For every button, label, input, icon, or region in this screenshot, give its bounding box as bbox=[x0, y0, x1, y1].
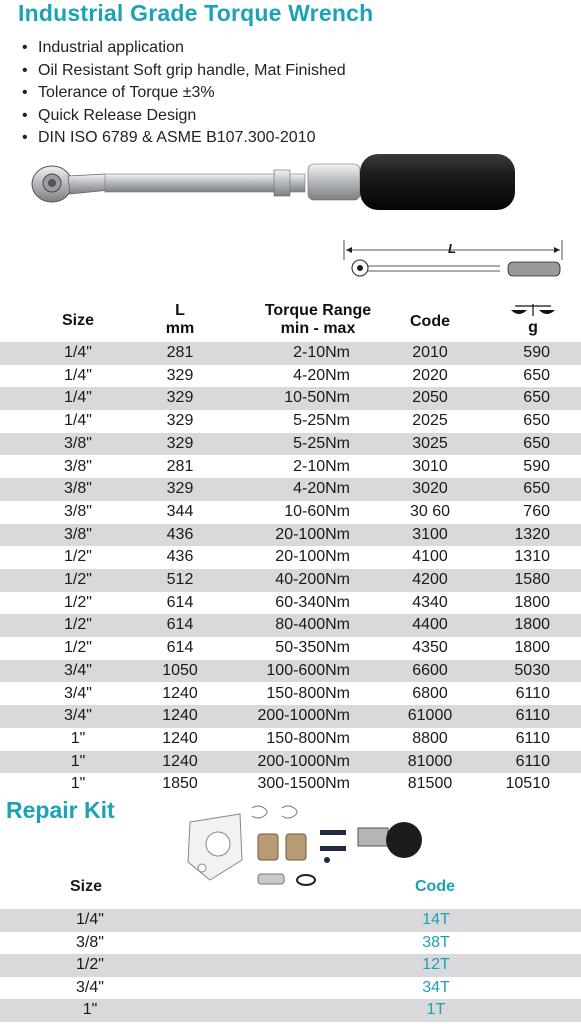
size-cell: 3/8" bbox=[64, 502, 92, 520]
code-cell: 3020 bbox=[412, 480, 448, 498]
kit-size-cell: 3/8" bbox=[76, 933, 104, 951]
range-cell: 5-25Nm bbox=[293, 412, 350, 430]
weight-cell: 6110 bbox=[515, 684, 550, 702]
table-row bbox=[0, 342, 581, 365]
size-cell: 3/4" bbox=[64, 707, 92, 725]
range-cell: 150-800Nm bbox=[266, 684, 350, 702]
weight-cell: 590 bbox=[523, 457, 550, 475]
repair-kit-title: Repair Kit bbox=[6, 797, 115, 823]
kit-code-cell: 1T bbox=[426, 1001, 446, 1019]
header-size: Size bbox=[61, 312, 94, 329]
length-cell: 1240 bbox=[162, 684, 198, 702]
kit-table-row bbox=[0, 977, 581, 1000]
table-row bbox=[0, 365, 581, 388]
weight-cell: 1800 bbox=[514, 593, 550, 611]
length-cell: 1850 bbox=[162, 775, 198, 793]
table-row bbox=[0, 478, 581, 501]
length-cell: 1240 bbox=[162, 752, 198, 770]
kit-header-size: Size bbox=[70, 878, 103, 895]
code-cell: 4350 bbox=[412, 639, 448, 657]
length-cell: 1240 bbox=[162, 707, 198, 725]
length-diagram bbox=[340, 238, 572, 282]
weight-cell: 1310 bbox=[514, 548, 550, 566]
range-cell: 60-340Nm bbox=[275, 593, 350, 611]
kit-code-cell: 14T bbox=[422, 911, 450, 928]
range-cell: 4-20Nm bbox=[293, 480, 350, 498]
range-cell: 50-350Nm bbox=[275, 639, 350, 657]
feature-list bbox=[22, 37, 346, 150]
code-cell: 3025 bbox=[412, 434, 448, 452]
length-cell: 329 bbox=[166, 366, 194, 384]
kit-code-cell: 34T bbox=[422, 978, 450, 996]
table-row bbox=[0, 637, 581, 660]
kit-header-code: Code bbox=[415, 878, 455, 895]
weight-cell: 650 bbox=[523, 412, 550, 430]
range-cell: 10-60Nm bbox=[284, 502, 350, 520]
weight-cell: 760 bbox=[523, 502, 550, 520]
code-cell: 2050 bbox=[412, 389, 448, 407]
range-cell: 100-600Nm bbox=[266, 661, 350, 679]
size-cell: 1/4" bbox=[64, 389, 92, 407]
length-cell: 614 bbox=[166, 616, 194, 634]
range-cell: 80-400Nm bbox=[275, 616, 350, 634]
code-cell: 4340 bbox=[412, 593, 448, 611]
table-row bbox=[0, 705, 581, 728]
scale-icon bbox=[509, 302, 557, 318]
weight-cell: 590 bbox=[523, 344, 550, 361]
size-cell: 1/2" bbox=[64, 639, 92, 657]
range-cell: 2-10Nm bbox=[293, 457, 350, 475]
weight-cell: 1320 bbox=[514, 525, 550, 543]
size-cell: 3/4" bbox=[64, 684, 92, 702]
table-row bbox=[0, 728, 581, 751]
code-cell: 4400 bbox=[412, 616, 448, 634]
table-row bbox=[0, 683, 581, 706]
feature-item: • Oil Resistant Soft grip handle, Mat Finished bbox=[22, 61, 346, 79]
length-cell: 329 bbox=[166, 412, 194, 430]
code-cell: 4200 bbox=[412, 571, 448, 588]
feature-item: • DIN ISO 6789 & ASME B107.300-2010 bbox=[22, 129, 316, 146]
code-cell: 3010 bbox=[412, 457, 448, 475]
code-cell: 4100 bbox=[412, 548, 448, 566]
kit-table-row bbox=[0, 954, 581, 977]
table-row bbox=[0, 410, 581, 433]
kit-table-row bbox=[0, 909, 581, 932]
size-cell: 1/2" bbox=[64, 593, 92, 611]
size-cell: 1/4" bbox=[64, 412, 92, 430]
weight-cell: 1800 bbox=[514, 616, 550, 634]
feature-item: • Tolerance of Torque ±3% bbox=[22, 84, 215, 101]
size-cell: 3/4" bbox=[64, 661, 92, 679]
header-torque-range: Torque Range min - max bbox=[264, 302, 372, 337]
size-cell: 1/2" bbox=[64, 571, 92, 588]
weight-cell: 1580 bbox=[514, 571, 550, 588]
weight-cell: 650 bbox=[523, 389, 550, 407]
code-cell: 2025 bbox=[412, 412, 448, 430]
table-row bbox=[0, 524, 581, 547]
length-cell: 1240 bbox=[162, 729, 198, 747]
length-cell: 329 bbox=[166, 434, 194, 452]
length-label: L bbox=[448, 241, 456, 256]
code-cell: 30 60 bbox=[409, 502, 451, 520]
kit-table-row bbox=[0, 932, 581, 955]
code-cell: 6800 bbox=[412, 684, 448, 702]
table-row bbox=[0, 433, 581, 456]
kit-code-cell: 12T bbox=[422, 956, 450, 974]
code-cell: 6600 bbox=[412, 661, 448, 679]
header-length: L mm bbox=[165, 302, 195, 337]
size-cell: 1/2" bbox=[64, 616, 92, 634]
weight-cell: 6110 bbox=[515, 707, 550, 725]
kit-size-cell: 1/4" bbox=[76, 911, 104, 928]
table-row bbox=[0, 592, 581, 615]
weight-cell: 1800 bbox=[514, 639, 550, 657]
kit-size-cell: 1" bbox=[82, 1001, 98, 1019]
range-cell: 150-800Nm bbox=[266, 729, 350, 747]
header-code: Code bbox=[410, 313, 450, 330]
weight-cell: 650 bbox=[523, 434, 550, 452]
range-cell: 5-25Nm bbox=[293, 434, 350, 452]
table-row bbox=[0, 546, 581, 569]
range-cell: 10-50Nm bbox=[284, 389, 350, 407]
length-cell: 281 bbox=[166, 457, 194, 475]
weight-cell: 10510 bbox=[505, 775, 550, 793]
length-cell: 614 bbox=[166, 593, 194, 611]
code-cell: 81000 bbox=[407, 752, 453, 770]
range-cell: 20-100Nm bbox=[275, 525, 350, 543]
size-cell: 3/8" bbox=[64, 434, 92, 452]
size-cell: 1" bbox=[70, 752, 86, 770]
size-cell: 1" bbox=[70, 775, 86, 793]
range-cell: 40-200Nm bbox=[275, 571, 350, 588]
length-cell: 614 bbox=[166, 639, 194, 657]
weight-cell: 6110 bbox=[515, 752, 550, 770]
length-cell: 1050 bbox=[162, 661, 198, 679]
weight-cell: 6110 bbox=[515, 729, 550, 747]
code-cell: 81500 bbox=[407, 775, 453, 793]
length-cell: 281 bbox=[166, 344, 194, 361]
weight-cell: 650 bbox=[523, 366, 550, 384]
length-cell: 512 bbox=[166, 571, 194, 588]
table-row bbox=[0, 751, 581, 774]
range-cell: 200-1000Nm bbox=[257, 707, 350, 725]
size-cell: 1/4" bbox=[64, 344, 92, 361]
table-row bbox=[0, 387, 581, 410]
size-cell: 1/4" bbox=[64, 366, 92, 384]
feature-item: • Industrial application bbox=[22, 39, 184, 56]
size-cell: 3/8" bbox=[64, 480, 92, 498]
size-cell: 3/8" bbox=[64, 525, 92, 543]
kit-code-cell: 38T bbox=[422, 933, 450, 951]
weight-cell: 650 bbox=[523, 480, 550, 498]
feature-item: • Quick Release Design bbox=[22, 106, 197, 124]
range-cell: 2-10Nm bbox=[293, 344, 350, 361]
range-cell: 20-100Nm bbox=[275, 548, 350, 566]
kit-table-row bbox=[0, 999, 581, 1022]
table-row bbox=[0, 456, 581, 479]
table-row bbox=[0, 660, 581, 683]
page-title: Industrial Grade Torque Wrench bbox=[18, 0, 374, 26]
table-row bbox=[0, 773, 581, 796]
length-cell: 344 bbox=[166, 502, 194, 520]
code-cell: 3100 bbox=[412, 525, 448, 543]
length-cell: 436 bbox=[166, 548, 194, 566]
size-cell: 1" bbox=[70, 729, 86, 747]
code-cell: 61000 bbox=[407, 707, 453, 725]
kit-size-cell: 3/4" bbox=[76, 978, 104, 996]
header-weight: g bbox=[505, 302, 561, 337]
range-cell: 200-1000Nm bbox=[257, 752, 350, 770]
size-cell: 3/8" bbox=[64, 457, 92, 475]
torque-wrench-image bbox=[30, 150, 520, 212]
size-cell: 1/2" bbox=[64, 548, 92, 566]
range-cell: 4-20Nm bbox=[293, 366, 350, 384]
table-row bbox=[0, 501, 581, 524]
length-cell: 329 bbox=[166, 480, 194, 498]
kit-size-cell: 1/2" bbox=[76, 956, 104, 974]
code-cell: 8800 bbox=[412, 729, 448, 747]
range-cell: 300-1500Nm bbox=[257, 775, 350, 793]
table-row bbox=[0, 614, 581, 637]
repair-kit-image bbox=[180, 800, 430, 890]
length-cell: 329 bbox=[166, 389, 194, 407]
table-row bbox=[0, 569, 581, 592]
code-cell: 2010 bbox=[412, 344, 448, 361]
weight-cell: 5030 bbox=[514, 661, 550, 679]
length-cell: 436 bbox=[166, 525, 194, 543]
code-cell: 2020 bbox=[412, 366, 448, 384]
